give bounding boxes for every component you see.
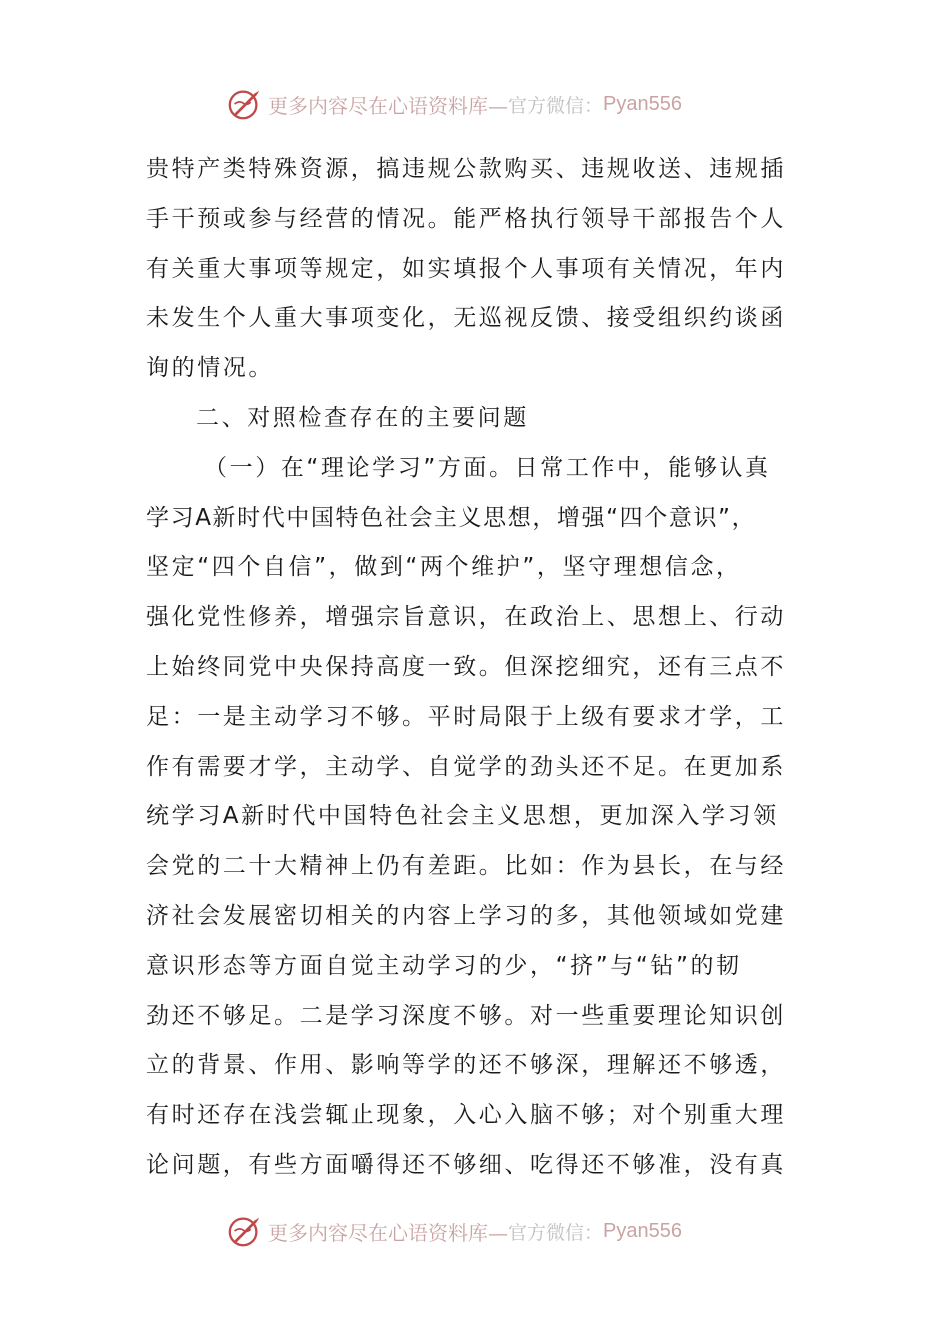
body-line: 有关重大事项等规定，如实填报个人事项有关情况，年内: [146, 255, 786, 282]
watermark-contact-label: 官方微信：: [508, 94, 604, 117]
body-line: 手干预或参与经营的情况。能严格执行领导干部报告个人: [146, 205, 786, 232]
body-line: （一）在“理论学习”方面。日常工作中，能够认真: [204, 454, 771, 481]
watermark-slogan: 更多内容尽在心语资料库—: [268, 1220, 508, 1245]
watermark-banner-bottom: [226, 1211, 682, 1251]
body-line: 未发生个人重大事项变化，无巡视反馈、接受组织约谈函: [146, 305, 786, 332]
body-line: 统学习A新时代中国特色社会主义思想，更加深入学习领: [146, 803, 779, 830]
watermark-banner-top: [226, 84, 682, 124]
body-line: 有时还存在浅尝辄止现象，入心入脑不够；对个别重大理: [146, 1102, 786, 1129]
body-line: 劲还不够足。二是学习深度不够。对一些重要理论知识创: [146, 1002, 786, 1029]
watermark-handle: Pyan556: [603, 1219, 682, 1242]
body-line: 询的情况。: [146, 355, 274, 382]
watermark-handle: Pyan556: [603, 92, 682, 115]
body-line: 立的背景、作用、影响等学的还不够深，理解还不够透，: [146, 1052, 786, 1079]
body-line: 济社会发展密切相关的内容上学习的多，其他领域如党建: [146, 902, 786, 929]
watermark-contact-label: 官方微信：: [508, 1221, 604, 1244]
body-line: 贵特产类特殊资源，搞违规公款购买、违规收送、违规插: [146, 156, 786, 182]
body-line: 作有需要才学，主动学、自觉学的劲头还不足。在更加系: [146, 753, 786, 780]
body-line: 学习A新时代中国特色社会主义思想，增强“四个意识”，: [146, 504, 757, 531]
section-heading: 二、对照检查存在的主要问题: [196, 404, 529, 431]
body-line: 足：一是主动学习不够。平时局限于上级有要求才学，工: [146, 703, 786, 730]
body-line: 坚定“四个自信”，做到“两个维护”，坚守理想信念，: [146, 554, 742, 581]
body-line: 强化党性修养，增强宗旨意识，在政治上、思想上、行动: [146, 604, 786, 631]
body-line: 会党的二十大精神上仍有差距。比如：作为县长，在与经: [146, 853, 786, 880]
body-line: 上始终同党中央保持高度一致。但深挖细究，还有三点不: [146, 653, 786, 680]
watermark-slogan: 更多内容尽在心语资料库—: [268, 93, 508, 118]
body-line: 意识形态等方面自觉主动学习的少，“挤”与“钻”的韧: [146, 952, 742, 979]
body-text: [146, 145, 810, 1191]
pen-in-circle-logo-icon: [226, 1212, 264, 1250]
body-line: 论问题，有些方面嚼得还不够细、吃得还不够准，没有真: [146, 1151, 786, 1178]
pen-in-circle-logo-icon: [226, 85, 264, 123]
